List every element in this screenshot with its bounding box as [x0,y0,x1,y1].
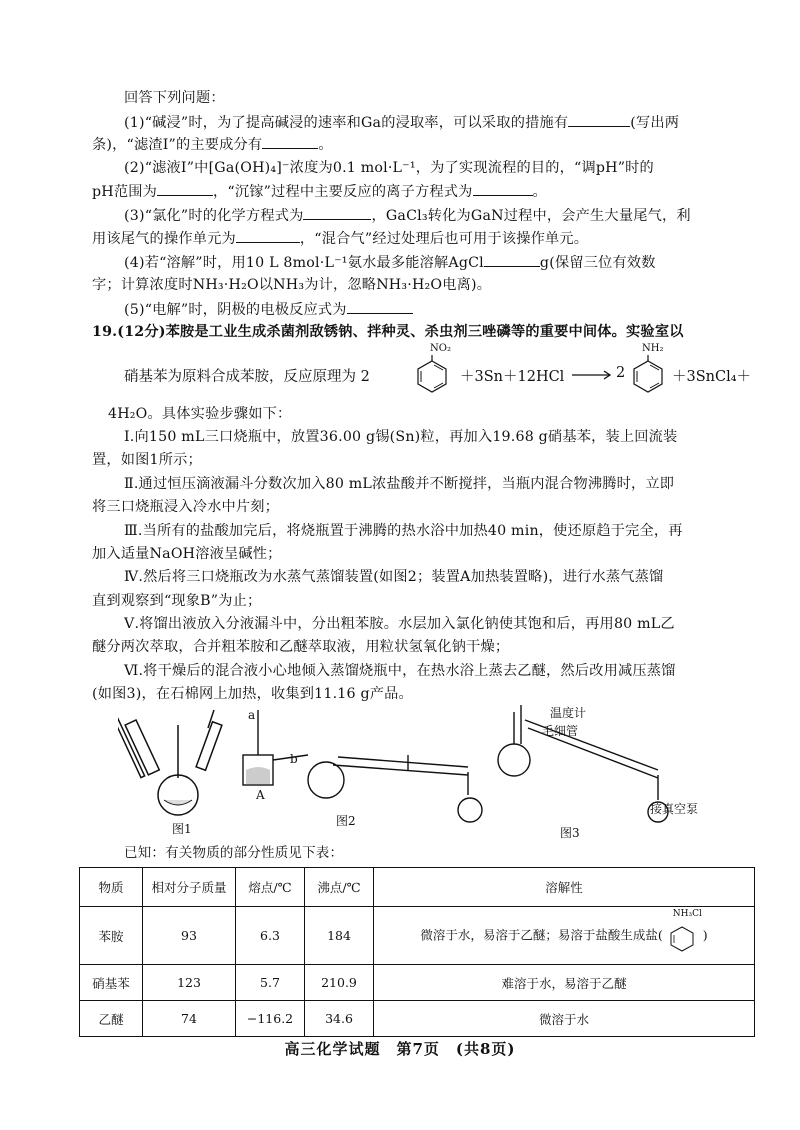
cell: 210.9 [305,965,374,1001]
line-answer-intro: 回答下列问题： [124,90,225,106]
aniline-structure [628,353,668,393]
cell: 硝基苯 [80,965,143,1001]
cell: −116.2 [236,1001,305,1037]
q2-text: pH范围为 [92,184,158,200]
q5-text: (5)“电解”时，阴极的电极反应式为 [124,302,347,318]
table-row [80,1001,755,1037]
q3-text: (3)“氯化”时的化学方程式为 [124,208,304,224]
answer-blank[interactable] [262,134,318,149]
thermometer-label: 温度计 [550,706,587,720]
step-1-line1: Ⅰ.向150 mL三口烧瓶中，放置36.00 g锡(Sn)粒，再加入19.68 g硝基苯，装上回流装 [124,429,678,445]
period: 。 [532,184,547,200]
label-a: a [248,708,256,722]
cell: 难溶于水，易溶于乙醚 [374,965,755,1001]
header-solubility: 溶解性 [374,868,755,907]
cell: 93 [143,907,236,965]
known-heading: 已知：有关物质的部分性质见下表： [124,845,344,861]
question-5-line [124,299,413,320]
q3-text-3: 用该尾气的操作单元为 [92,231,236,247]
question-19-heading: 19.(12分)苯胺是工业生成杀菌剂敌锈钠、拌种灵、杀虫剂三唑磷等的重要中间体。实验室以 [92,324,684,340]
question-1-line1 [124,112,679,133]
q4-text: (4)若“溶解”时，用10 L 8mol·L⁻¹氨水最多能溶解AgCl [124,255,484,271]
q2-text-2: ，“沉镓”过程中主要反应的离子方程式为 [213,184,473,200]
period: 。 [318,137,333,153]
reaction-coefficient: 2 [616,365,626,381]
reaction-text-3: ＋3SnCl₄＋ [672,369,752,385]
close-paren: ) [702,927,708,942]
cell: 184 [305,907,374,965]
cell: 微溶于水 [374,1001,755,1037]
q4-text-2: g(保留三位有效数 [539,255,656,271]
answer-blank[interactable] [347,299,413,314]
page-footer: 高三化学试题 第7页 (共8页) [284,1040,516,1058]
steps-intro: 4H₂O。具体实验步骤如下： [108,406,292,422]
question-2-line2 [92,181,547,202]
question-3-line1 [124,205,691,226]
salt-label: NH₃Cl [672,908,702,919]
reaction-equation [124,343,764,393]
figure-1-reflux-apparatus [118,700,238,825]
nitrobenzene-structure [412,353,452,393]
figure-3-caption: 图3 [560,826,580,840]
solubility-text: 微溶于水，易溶于乙醚；易溶于盐酸生成盐( [420,927,663,942]
figure-2-steam-distillation [238,700,488,830]
question-4-line2: 字；计算浓度时NH₃·H₂O以NH₃为计，忽略NH₃·H₂O电离)。 [92,277,492,293]
anilinium-chloride-structure [667,908,702,951]
step-6-line2: (如图3)，在石棉网上加热，收集到11.16 g产品。 [92,686,413,702]
header-boiling-point: 沸点/℃ [305,868,374,907]
cell [374,907,755,965]
label-A: A [256,788,265,802]
step-5-line1: Ⅴ.将馏出液放入分液漏斗中，分出粗苯胺。水层加入氯化钠使其饱和后，再用80 mL乙 [124,616,675,632]
header-substance: 物质 [80,868,143,907]
question-4-line1 [124,252,656,273]
answer-blank[interactable] [568,112,630,127]
step-5-line2: 醚分两次萃取，合并粗苯胺和乙醚萃取液，用粒状氢氧化钠干燥； [92,639,510,655]
step-4-line2: 直到观察到“现象B”为止； [92,593,262,609]
cell: 34.6 [305,1001,374,1037]
answer-blank[interactable] [303,205,371,220]
cell: 123 [143,965,236,1001]
apparatus-figures [118,700,718,840]
question-2-line1: (2)“滤液Ⅰ”中[Ga(OH)₄]⁻浓度为0.1 mol·L⁻¹，为了实现流程的目的，“调pH”时的 [124,160,654,176]
no2-label: NO₂ [430,343,451,354]
header-melting-point: 熔点/℃ [236,868,305,907]
cell: 74 [143,1001,236,1037]
step-2-line2: 将三口烧瓶浸入冷水中片刻； [92,499,280,515]
answer-blank[interactable] [157,181,213,196]
reaction-text-1: 硝基苯为原料合成苯胺，反应原理为 2 [124,369,370,385]
cell: 6.3 [236,907,305,965]
vacuum-pump-label: 接真空泵 [650,802,699,816]
step-4-line1: Ⅳ.然后将三口烧瓶改为水蒸气蒸馏装置(如图2；装置A加热装置略)，进行水蒸气蒸馏 [124,569,664,585]
question-3-line2 [92,228,588,249]
properties-table [79,867,755,1037]
cell: 5.7 [236,965,305,1001]
reaction-text-2: ＋3Sn＋12HCl [460,369,565,385]
answer-blank[interactable] [473,181,533,196]
nh2-label: NH₂ [642,343,664,354]
step-2-line1: Ⅱ.通过恒压滴液漏斗分数次加入80 mL浓盐酸并不断搅拌，当瓶内混合物沸腾时，立即 [124,476,675,492]
cell: 乙醚 [80,1001,143,1037]
cell: 苯胺 [80,907,143,965]
table-header-row [80,868,755,907]
q1-text-2: 条)，“滤渣Ⅰ”的主要成分有 [92,137,263,153]
label-b: b [290,752,298,766]
q1-text: (1)“碱浸”时，为了提高碱浸的速率和Ga的浸取率，可以采取的措施有 [124,115,569,131]
question-1-line2 [92,134,333,155]
step-1-line2: 置，如图1所示； [92,452,202,468]
step-3-line1: Ⅲ.当所有的盐酸加完后，将烧瓶置于沸腾的热水浴中加热40 min，使还原趋于完全，再 [124,523,683,539]
q3-text-2: ，GaCl₃转化为GaN过程中，会产生大量尾气，利 [371,208,691,224]
header-molar-mass: 相对分子质量 [143,868,236,907]
step-6-line1: Ⅵ.将干燥后的混合液小心地倾入蒸馏烧瓶中，在热水浴上蒸去乙醚，然后改用减压蒸馏 [124,663,676,679]
q1-text-tail: (写出两 [630,115,680,131]
table-row [80,965,755,1001]
step-3-line2: 加入适量NaOH溶液呈碱性； [92,546,282,562]
figure-1-caption: 图1 [172,822,192,836]
answer-blank[interactable] [484,252,540,267]
table-row [80,907,755,965]
figure-2-caption: 图2 [336,814,356,828]
answer-blank[interactable] [236,228,300,243]
q3-text-4: ，“混合气”经过处理后也可用于该操作单元。 [299,231,589,247]
reaction-arrow [572,369,612,381]
capillary-label: 毛细管 [542,724,579,738]
